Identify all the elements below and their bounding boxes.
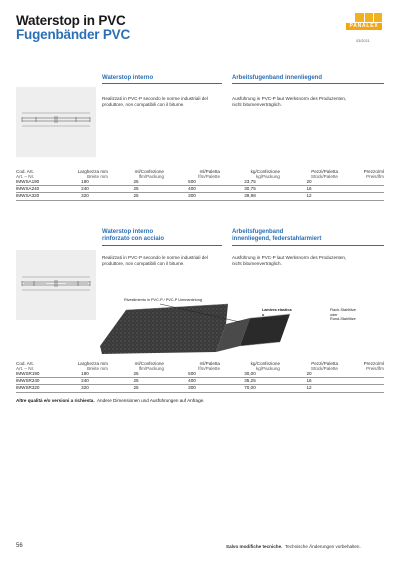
cell-width: 320 xyxy=(62,385,108,392)
page-title-de: Fugenbänder PVC xyxy=(16,27,131,42)
header-cod: Cod. Art. xyxy=(16,361,34,366)
cell-pezzi: 16 xyxy=(280,378,338,385)
cell-kg: 30,75 xyxy=(220,186,280,193)
cell-code: IMWSA190 xyxy=(16,179,62,186)
cell-kg: 23,75 xyxy=(220,179,280,186)
page-number: 56 xyxy=(16,543,23,549)
cell-prezzo xyxy=(338,371,384,378)
cell-pal: 300 xyxy=(164,385,220,392)
header-pezzi: Pezzi/Paletta xyxy=(311,361,338,366)
header-larghezza: Larghezza mm xyxy=(77,169,108,174)
section2-rule-it xyxy=(102,245,222,246)
section2-desc-de: Ausführung in PVC-P laut Werksnorm des Produzenten, nicht bitumenverträglich. xyxy=(232,255,347,266)
cell-width: 190 xyxy=(62,179,108,186)
disclaimer-it: Salvo modifiche tecniche. xyxy=(226,544,283,549)
table-row xyxy=(16,186,384,193)
section2-desc-it: Realizzati in PVC-P secondo le norme industriali del produttore, non compatibili con il bitume. xyxy=(102,255,208,266)
header-larghezza-de: Breite mm xyxy=(87,174,108,179)
availability-note-de: Andere Dimensionen und Ausführungen auf Anfrage. xyxy=(96,398,205,403)
section1-rule-de xyxy=(232,83,384,84)
header-prezzo-de: Preis/lfm xyxy=(366,174,384,179)
header-cod-de: Art. – Nr. xyxy=(16,174,35,179)
figure-label-flach xyxy=(330,308,356,322)
header-pezzi-de: Stück/Palette xyxy=(310,174,338,179)
figure-label-coating: Rivestimento in PVC-P / PVC-P Ummantelung xyxy=(124,298,202,302)
cell-pezzi: 20 xyxy=(280,371,338,378)
table-row xyxy=(16,385,384,392)
cell-prezzo xyxy=(338,385,384,392)
table-row xyxy=(16,371,384,378)
waterstop-product-photo xyxy=(100,296,384,354)
cell-pal: 400 xyxy=(164,378,220,385)
cell-width: 190 xyxy=(62,371,108,378)
cell-pal: 500 xyxy=(164,179,220,186)
figure-label-o: o xyxy=(262,312,265,317)
technical-disclaimer xyxy=(226,544,361,549)
header-pezzi-de: Stück/Palette xyxy=(310,366,338,371)
cell-code: IMWSA240 xyxy=(16,186,62,193)
header-kg: kg/Confezione xyxy=(250,169,280,174)
cell-pezzi: 20 xyxy=(280,179,338,186)
section2-profile-image xyxy=(16,250,96,320)
header-confezione-de: lfm/Packung xyxy=(138,366,164,371)
cell-conf: 25 xyxy=(108,371,164,378)
cell-conf: 25 xyxy=(108,385,164,392)
cell-kg: 70,00 xyxy=(220,385,280,392)
header-confezione: ml/Confezione xyxy=(134,361,164,366)
cell-pezzi: 12 xyxy=(280,193,338,200)
table-row xyxy=(16,179,384,186)
section2-heading-de-line1: Arbeitsfugenband xyxy=(232,229,284,235)
cell-pal: 300 xyxy=(164,193,220,200)
cell-kg: 35,25 xyxy=(220,378,280,385)
cell-prezzo xyxy=(338,186,384,193)
cell-conf: 25 xyxy=(108,193,164,200)
logo-text: PANALEX xyxy=(346,23,382,30)
header-kg: kg/Confezione xyxy=(250,361,280,366)
table-row xyxy=(16,193,384,200)
cell-prezzo xyxy=(338,378,384,385)
cell-code: IMWSA320 xyxy=(16,193,62,200)
panalex-logo xyxy=(346,13,382,30)
header-cod-de: Art. – Nr. xyxy=(16,366,35,371)
figure-label-oder: oder xyxy=(330,312,338,317)
section2-rule-de xyxy=(232,245,384,246)
section2-heading-it xyxy=(102,229,164,243)
section2-heading-de-line2: innenliegend, federstahlarmiert xyxy=(232,236,322,242)
cell-width: 240 xyxy=(62,378,108,385)
section1-heading-it: Waterstop interno xyxy=(102,75,154,81)
section2-heading-de xyxy=(232,229,321,243)
header-kg-de: kg/Packung xyxy=(255,174,280,179)
header-paletta-de: lfm/Palette xyxy=(198,174,220,179)
cell-code: IMWSR240 xyxy=(16,378,62,385)
header-kg-de: kg/Packung xyxy=(255,366,280,371)
header-larghezza: Larghezza mm xyxy=(77,361,108,366)
section2-heading-it-line2: rinforzato con acciaio xyxy=(102,236,165,242)
section1-rule-it xyxy=(102,83,222,84)
cell-kg: 39,98 xyxy=(220,193,280,200)
page-title-it: Waterstop in PVC xyxy=(16,13,126,28)
disclaimer-de: Technische Änderungen vorbehalten. xyxy=(284,544,361,549)
section1-heading-de: Arbeitsfugenband innenliegend xyxy=(232,75,323,81)
header-larghezza-de: Breite mm xyxy=(87,366,108,371)
table-row xyxy=(16,378,384,385)
cell-code: IMWSR190 xyxy=(16,371,62,378)
figure-label-lamiera xyxy=(262,308,292,322)
cell-prezzo xyxy=(338,193,384,200)
section1-desc-de: Ausführung in PVC-P laut Werksnorm des Produzenten, nicht bitumenverträglich. xyxy=(232,96,347,107)
cell-code: IMWSR320 xyxy=(16,385,62,392)
figure-label-rund: Rund-Stahllitze xyxy=(330,317,356,322)
header-cod: Cod. Art. xyxy=(16,169,34,174)
cell-pal: 400 xyxy=(164,186,220,193)
section2-heading-it-line1: Waterstop interno xyxy=(102,229,154,235)
edition-date: 03/2021 xyxy=(356,39,370,43)
header-prezzo: Prezzo/ml xyxy=(363,361,384,366)
availability-note-it: Altre qualità e/o versioni a richiesta. xyxy=(16,398,95,403)
header-confezione-de: lfm/Packung xyxy=(138,174,164,179)
cell-width: 320 xyxy=(62,193,108,200)
section1-table xyxy=(16,168,384,201)
section1-profile-image xyxy=(16,87,96,157)
cell-kg: 30,00 xyxy=(220,371,280,378)
figure-label-lamiera-text: Lamiera elastica xyxy=(262,308,292,312)
section2-table xyxy=(16,360,384,393)
header-prezzo-de: Preis/lfm xyxy=(366,366,384,371)
section1-desc-it: Realizzati in PVC-P secondo le norme industriali del produttore, non compatibili con il bitume. xyxy=(102,96,208,107)
figure-label-flach-text: Flach-Stahllitze xyxy=(330,308,356,312)
header-prezzo: Prezzo/ml xyxy=(363,169,384,174)
cell-pezzi: 12 xyxy=(280,385,338,392)
header-pezzi: Pezzi/Paletta xyxy=(311,169,338,174)
figure-label-filo: filo in acciaio xyxy=(262,317,287,322)
cell-width: 240 xyxy=(62,186,108,193)
availability-note xyxy=(16,398,204,403)
cell-pezzi: 16 xyxy=(280,186,338,193)
header-paletta: ml/Paletta xyxy=(199,361,220,366)
cell-prezzo xyxy=(338,179,384,186)
cell-conf: 25 xyxy=(108,186,164,193)
header-paletta: ml/Paletta xyxy=(199,169,220,174)
cell-conf: 25 xyxy=(108,378,164,385)
header-paletta-de: lfm/Palette xyxy=(198,366,220,371)
cell-conf: 25 xyxy=(108,179,164,186)
cell-pal: 500 xyxy=(164,371,220,378)
header-confezione: ml/Confezione xyxy=(134,169,164,174)
